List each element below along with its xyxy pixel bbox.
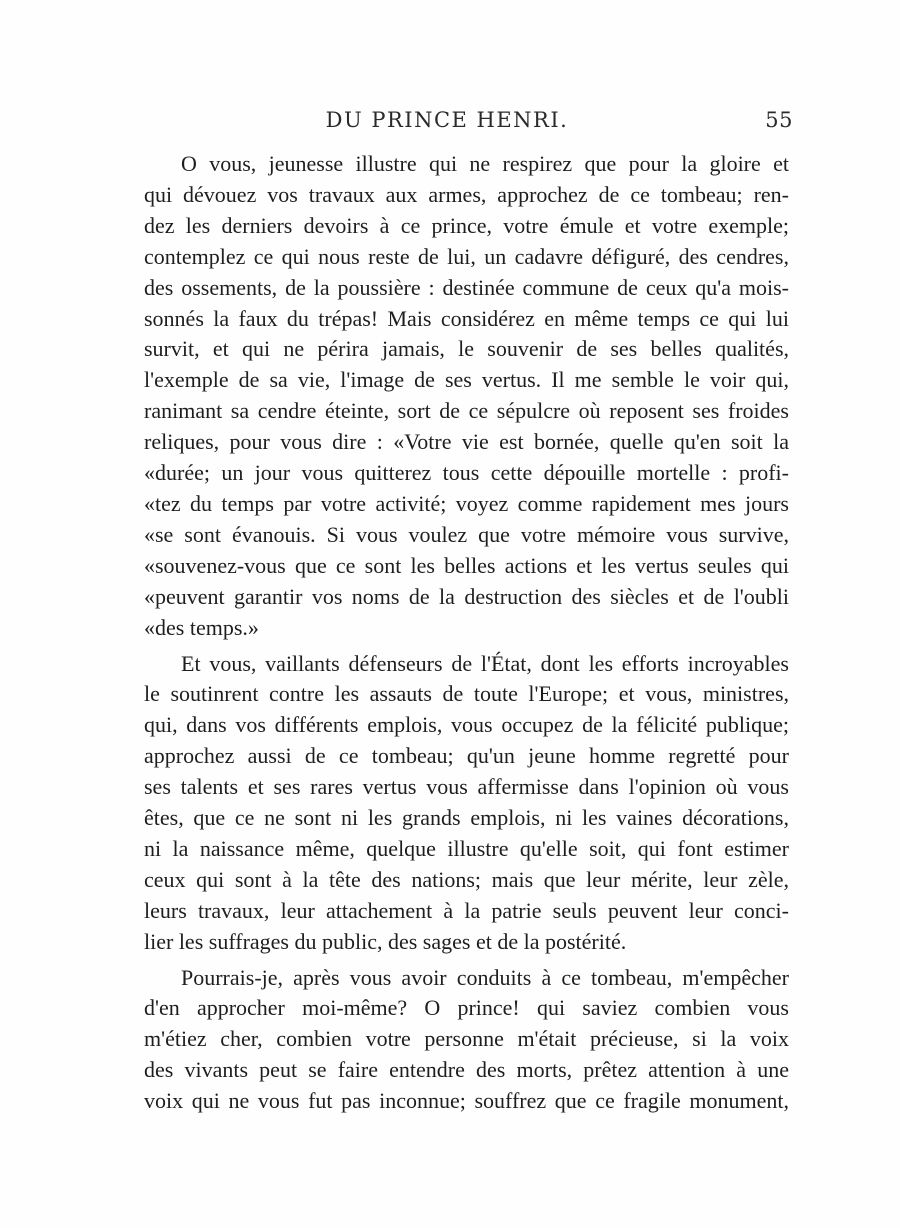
text-line: des vivants peut se faire entendre des morts, prêtez attention à une — [144, 1057, 789, 1083]
text-line: «des temps.» — [144, 614, 259, 640]
paragraph — [107, 149, 789, 644]
body-text — [107, 149, 789, 1117]
text-line: l'exemple de sa vie, l'image de ses vertus. Il me semble le voir qui, — [144, 367, 789, 393]
text-line: ni la naissance même, quelque illustre qu'elle soit, qui font estimer — [144, 835, 789, 861]
text-line: Pourrais-je, après vous avoir conduits à ce tombeau, m'empêcher — [181, 964, 789, 990]
text-line: Et vous, vaillants défenseurs de l'État, dont les efforts incroyables — [181, 650, 789, 676]
text-line: des ossements, de la poussière : destinée commune de ceux qu'a mois- — [144, 274, 789, 300]
text-line: ranimant sa cendre éteinte, sort de ce sépulcre où reposent ses froides — [144, 398, 789, 424]
text-line: qui dévouez vos travaux aux armes, approchez de ce tombeau; ren- — [144, 181, 789, 207]
text-line: qui, dans vos différents emplois, vous occupez de la félicité publique; — [144, 712, 789, 738]
text-line: ceux qui sont à la tête des nations; mais que leur mérite, leur zèle, — [144, 866, 789, 892]
text-line: êtes, que ce ne sont ni les grands emplois, ni les vaines décorations, — [144, 805, 789, 831]
text-line: «tez du temps par votre activité; voyez comme rapidement mes jours — [144, 490, 789, 516]
page-number: 55 — [765, 108, 793, 132]
text-line: d'en approcher moi-même? O prince! qui saviez combien vous — [144, 995, 789, 1021]
text-line: «souvenez-vous que ce sont les belles actions et les vertus seules qui — [144, 552, 789, 578]
text-line: ses talents et ses rares vertus vous affermisse dans l'opinion où vous — [144, 774, 789, 800]
text-line: sonnés la faux du trépas! Mais considérez en même temps ce qui lui — [144, 305, 789, 331]
text-line: m'étiez cher, combien votre personne m'était précieuse, si la voix — [144, 1026, 789, 1052]
text-line: voix qui ne vous fut pas inconnue; souffrez que ce fragile monument, — [144, 1088, 789, 1114]
running-title: DU PRINCE HENRI. — [325, 108, 569, 132]
text-line: survit, et qui ne périra jamais, le souvenir de ses belles qualités, — [144, 336, 789, 362]
text-line: dez les derniers devoirs à ce prince, votre émule et votre exemple; — [144, 212, 789, 238]
text-line: reliques, pour vous dire : «Votre vie est bornée, quelle qu'en soit la — [144, 429, 789, 455]
text-line: «durée; un jour vous quitterez tous cette dépouille mortelle : profi- — [144, 460, 789, 486]
text-line: «peuvent garantir vos noms de la destruction des siècles et de l'oubli — [144, 583, 789, 609]
text-line: «se sont évanouis. Si vous voulez que votre mémoire vous survive, — [144, 521, 789, 547]
text-line: approchez aussi de ce tombeau; qu'un jeune homme regretté pour — [144, 743, 789, 769]
text-line: le soutinrent contre les assauts de toute l'Europe; et vous, ministres, — [144, 681, 789, 707]
paragraph — [107, 649, 789, 958]
text-line: lier les suffrages du public, des sages et de la postérité. — [144, 928, 627, 954]
running-header — [107, 108, 793, 138]
text-line: contemplez ce qui nous reste de lui, un cadavre défiguré, des cendres, — [144, 243, 789, 269]
text-line: O vous, jeunesse illustre qui ne respirez que pour la gloire et — [181, 151, 789, 176]
text-line: leurs travaux, leur attachement à la patrie seuls peuvent leur conci- — [144, 897, 789, 923]
paragraph — [107, 963, 789, 1118]
